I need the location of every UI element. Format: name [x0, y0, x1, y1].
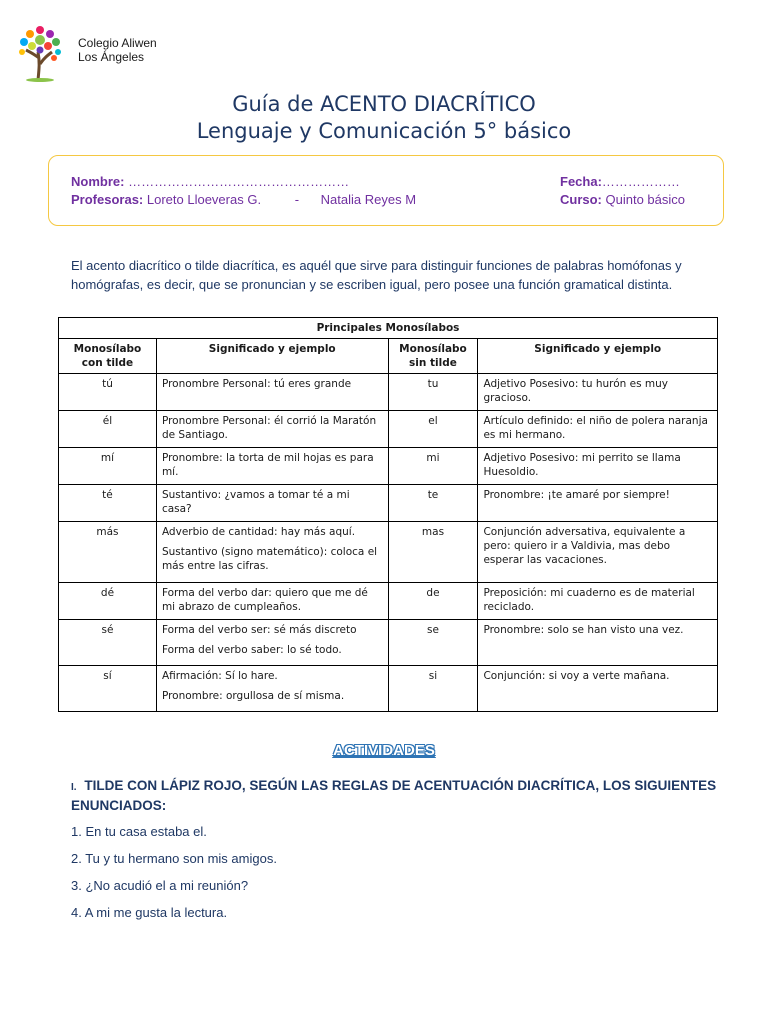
cell-line: Pronombre: la torta de mil hojas es para mí. — [161, 452, 374, 478]
cell-line: Forma del verbo saber: lo sé todo. — [161, 644, 342, 656]
school-name — [78, 36, 157, 64]
cell-line: Conjunción: si voy a verte mañana. — [483, 670, 670, 682]
table-cell — [478, 411, 718, 448]
page-title: Guía de ACENTO DIACRÍTICO — [232, 92, 536, 116]
teacher-separator: - — [294, 192, 300, 207]
table-body — [59, 374, 718, 712]
table-cell: se — [388, 620, 478, 666]
table-cell: tu — [388, 374, 478, 411]
list-item: 1. En tu casa estaba el. — [71, 824, 207, 839]
school-name-line1: Colegio Aliwen — [78, 36, 157, 50]
cell-line: Pronombre: ¡te amaré por siempre! — [483, 489, 670, 501]
teacher-1: Loreto Lloeveras G. — [146, 192, 262, 207]
course-value: Quinto básico — [605, 192, 686, 207]
table-row — [59, 666, 718, 712]
table-cell — [478, 666, 718, 712]
school-name-line2: Los Ángeles — [78, 50, 145, 64]
page-subtitle: Lenguaje y Comunicación 5° básico — [196, 119, 572, 143]
table-header: Monosílabo sin tilde — [388, 339, 478, 374]
table-row — [59, 620, 718, 666]
teachers-field — [71, 192, 416, 207]
table-row — [59, 448, 718, 485]
table-cell: tú — [59, 374, 157, 411]
cell-line: Pronombre Personal: él corrió la Maratón de Santiago. — [161, 415, 377, 441]
student-info-box — [48, 155, 724, 226]
table-cell: más — [59, 522, 157, 583]
cell-line: Afirmación: Sí lo hare. — [161, 670, 278, 682]
table-cell — [156, 411, 388, 448]
table-row — [59, 485, 718, 522]
table-cell: mi — [388, 448, 478, 485]
table-cell — [478, 522, 718, 583]
cell-line: Pronombre: orgullosa de sí misma. — [161, 690, 345, 702]
table-header: Monosílabo con tilde — [59, 339, 157, 374]
table-cell: si — [388, 666, 478, 712]
table-cell: té — [59, 485, 157, 522]
table-cell — [478, 620, 718, 666]
table-row — [59, 583, 718, 620]
table-cell — [156, 448, 388, 485]
activities-heading: ACTIVIDADES — [333, 742, 435, 759]
cell-line: Sustantivo (signo matemático): coloca el más entre las cifras. — [161, 546, 378, 572]
table-cell — [478, 374, 718, 411]
list-item: 4. A mi me gusta la lectura. — [71, 905, 228, 920]
table-cell — [156, 485, 388, 522]
table-cell — [478, 583, 718, 620]
question-text: TILDE CON LÁPIZ ROJO, SEGÚN LAS REGLAS DE ACENTUACIÓN DIACRÍTICA, LOS SIGUIENTES ENUNCIADOS: — [71, 778, 717, 813]
table-header: Significado y ejemplo — [478, 339, 718, 374]
cell-line: Pronombre: solo se han visto una vez. — [483, 624, 684, 636]
date-label: Fecha: — [560, 174, 602, 189]
cell-line: Forma del verbo dar: quiero que me dé mi abrazo de cumpleaños. — [161, 587, 368, 613]
cell-line: Conjunción adversativa, equivalente a pero: quiero ir a Valdivia, mas debo esperar las vacaciones. — [483, 526, 686, 566]
teacher-2: Natalia Reyes M — [320, 192, 417, 207]
table-cell — [156, 666, 388, 712]
cell-line: Artículo definido: el niño de polera naranja es mi hermano. — [483, 415, 708, 441]
table-cell: sé — [59, 620, 157, 666]
table-cell: mí — [59, 448, 157, 485]
table-cell — [156, 374, 388, 411]
table-cell: sí — [59, 666, 157, 712]
date-blank: ……………… — [601, 174, 680, 189]
table-row — [59, 522, 718, 583]
table-cell — [478, 448, 718, 485]
table-title: Principales Monosílabos — [59, 318, 718, 339]
table-cell: mas — [388, 522, 478, 583]
table-cell: dé — [59, 583, 157, 620]
course-label: Curso: — [560, 192, 602, 207]
date-field — [560, 174, 680, 189]
table-row — [59, 411, 718, 448]
name-label: Nombre: — [71, 174, 125, 189]
table-cell: él — [59, 411, 157, 448]
table-row — [59, 374, 718, 411]
cell-line: Adjetivo Posesivo: tu hurón es muy gracioso. — [483, 378, 669, 404]
cell-line: Preposición: mi cuaderno es de material reciclado. — [483, 587, 695, 613]
list-item: 2. Tu y tu hermano son mis amigos. — [71, 851, 277, 866]
table-cell: te — [388, 485, 478, 522]
monosyllables-table — [58, 317, 718, 712]
intro-paragraph: El acento diacrítico o tilde diacrítica, es aquél que sirve para distinguir funciones de palabras homófonas y homógrafas, es decir, que se pronuncian y se escriben igual, pero posee una función gramatical distinta. — [71, 258, 682, 292]
cell-line: Pronombre Personal: tú eres grande — [161, 378, 352, 390]
table-cell — [478, 485, 718, 522]
name-field — [71, 174, 349, 189]
name-blank: …………………………………………… — [128, 174, 350, 189]
table-cell: el — [388, 411, 478, 448]
teachers-label: Profesoras: — [71, 192, 144, 207]
table-cell — [156, 583, 388, 620]
cell-line: Adverbio de cantidad: hay más aquí. — [161, 526, 356, 538]
table-cell — [156, 620, 388, 666]
cell-line: Forma del verbo ser: sé más discreto — [161, 624, 357, 636]
cell-line: Sustantivo: ¿vamos a tomar té a mi casa? — [161, 489, 350, 515]
table-cell: de — [388, 583, 478, 620]
cell-line: Adjetivo Posesivo: mi perrito se llama Huesoldio. — [483, 452, 681, 478]
list-item: 3. ¿No acudió el a mi reunión? — [71, 878, 249, 893]
tree-logo-icon — [16, 22, 64, 82]
question-number: I. — [71, 782, 77, 793]
course-field — [560, 192, 685, 207]
table-cell — [156, 522, 388, 583]
question-1 — [71, 777, 751, 815]
table-header: Significado y ejemplo — [156, 339, 388, 374]
